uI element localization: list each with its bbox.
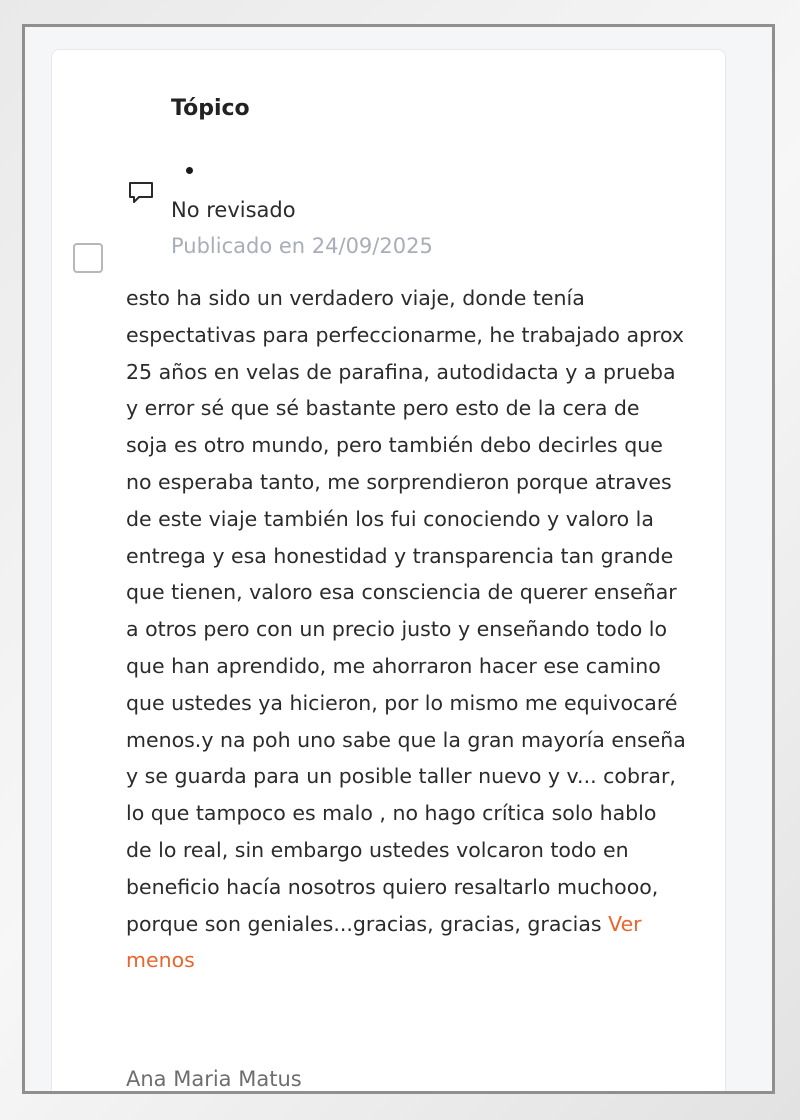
- screen-area: [22, 24, 775, 1094]
- bullet-dot: [186, 167, 193, 174]
- see-less-link[interactable]: Ver menos: [126, 911, 642, 973]
- review-card: [51, 49, 726, 1094]
- review-author: Ana Maria Matus: [126, 1067, 302, 1091]
- published-date: Publicado en 24/09/2025: [171, 234, 433, 258]
- comment-icon: [126, 178, 156, 208]
- review-text: [126, 280, 686, 979]
- review-body-text: esto ha sido un verdadero viaje, donde tenía espectativas para perfeccionarme, he trabajado aprox 25 años en velas de parafina, autodidacta y a prueba y error sé que sé bastante pero esto de la cera de soja es otro mundo, pero también debo decirles que no esperaba tanto, me sorprendieron porque atraves de este viaje también los fui conociendo y valoro la entrega y esa honestidad y transparencia tan grande que tienen, valoro esa consciencia de querer enseñar a otros pero con un precio justo y enseñando todo lo que han aprendido, me ahorraron hacer ese camino que ustedes ya hicieron, por lo mismo me equivocaré menos.y na poh uno sabe que la gran mayoría enseña y se guarda para un posible taller nuevo y v... cobrar, lo que tampoco es malo , no hago crítica solo hablo de lo real, sin embargo ustedes volcaron todo en beneficio hacía nosotros quiero resaltarlo muchooo, porque son geniales...gracias, gracias, gracias: [126, 286, 686, 936]
- review-status: No revisado: [171, 198, 296, 222]
- topic-title: Tópico: [171, 96, 250, 121]
- select-review-checkbox[interactable]: [73, 243, 103, 273]
